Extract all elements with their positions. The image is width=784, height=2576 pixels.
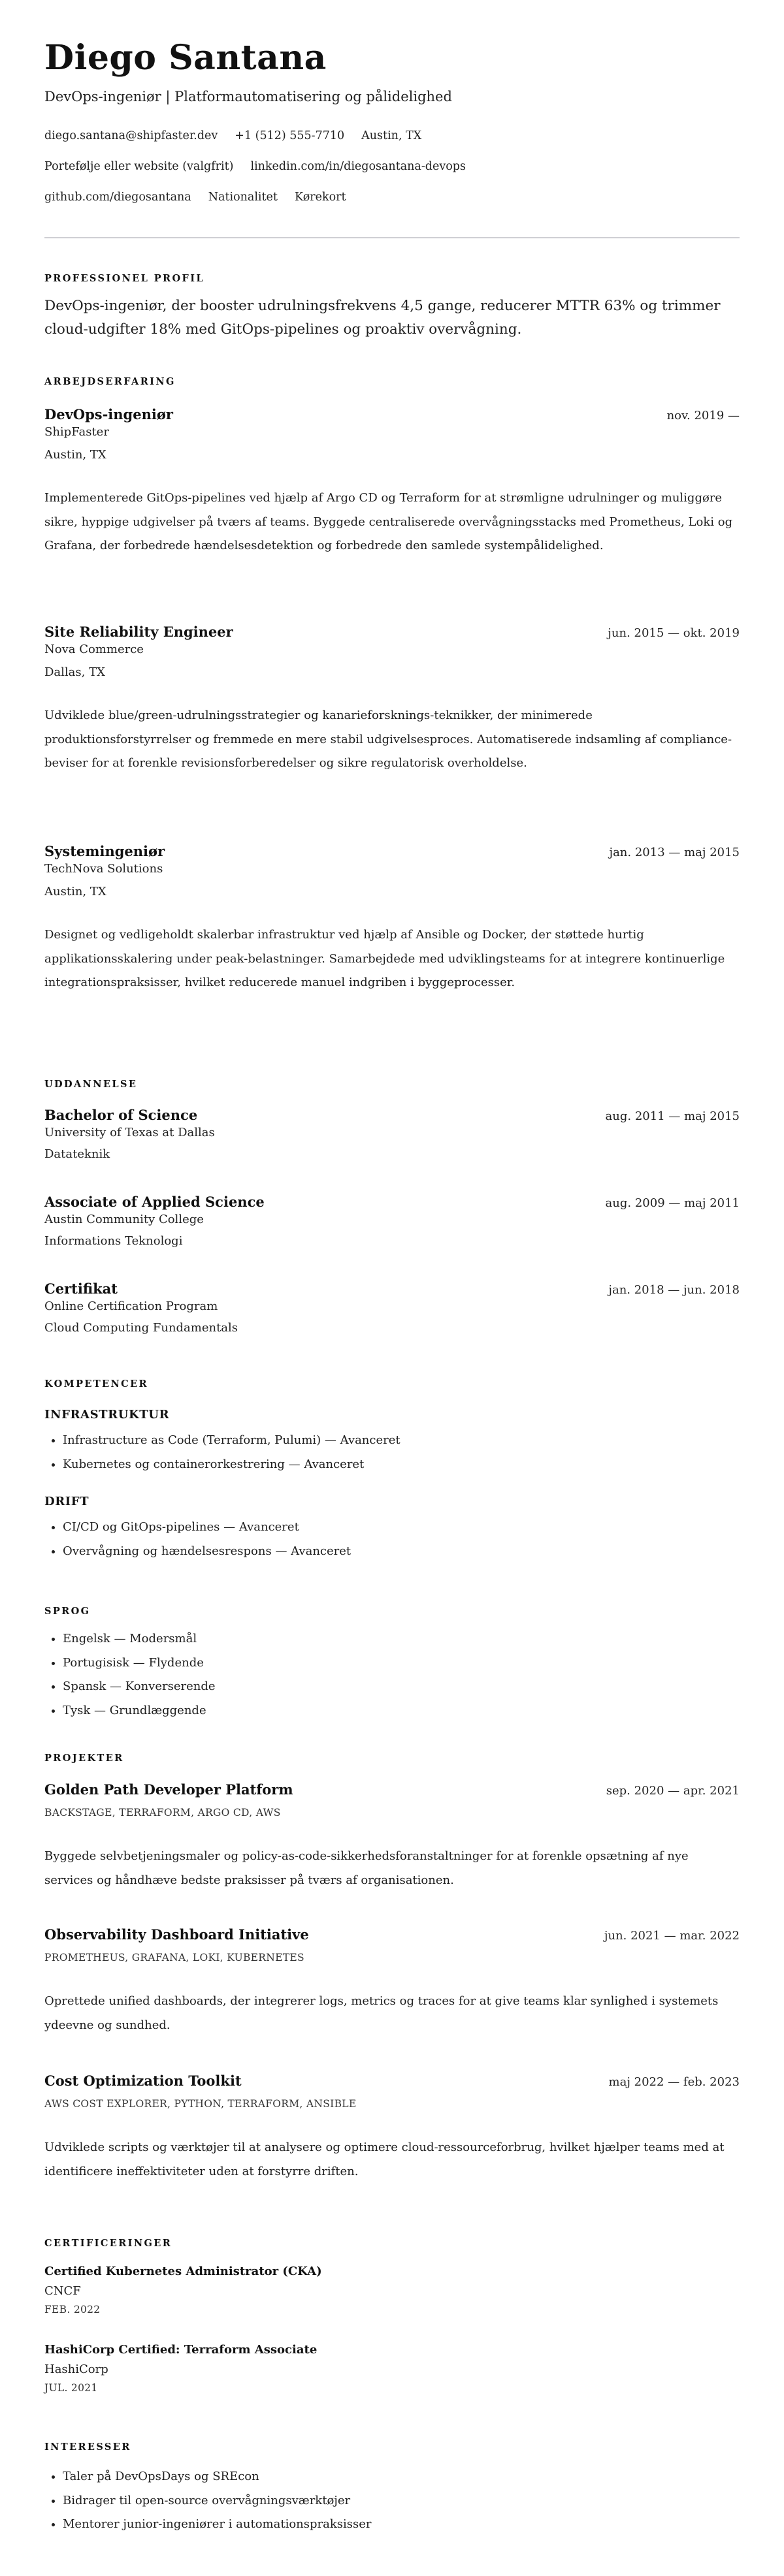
project-description: Udviklede scripts og værktøjer til at analysere og optimere cloud-ressourceforbrug, hvilket hjælper teams med at identificere ineffektiviteter uden at forstyrre driften. [44,2140,725,2178]
project-date: jun. 2021 — mar. 2022 [604,1929,740,1943]
degree-title: Certifikat [44,1280,118,1297]
school-name: University of Texas at Dallas [44,1126,215,1139]
contact-row-2 [44,160,483,173]
project-item [44,1781,740,1892]
interest-item: • Mentorer junior-ingeniører i automationspraksisser [63,2513,372,2537]
skill-item: • Kubernetes og containerorkestrering — Avanceret [63,1453,400,1477]
job-company: TechNova Solutions [44,862,163,876]
skill-group-heading: DRIFT [44,1495,90,1508]
certification-item [44,2343,317,2394]
job-title: DevOps-ingeniør [44,406,173,422]
field-of-study: Datateknik [44,1147,110,1161]
contact-row-1 [44,129,438,142]
experience-item [44,624,740,776]
job-description: Implementerede GitOps-pipelines ved hjælp af Argo CD og Terraform for at strømligne udrulninger og muliggøre sikre, hyppige udgivelser på tværs af teams. Byggede centraliserede overvågningsstacks med Prometheus, Loki og Grafana, der forbedrede hændelsesdetektion og forbedrede den samlede systempålidelighed. [44,491,733,552]
language-item: • Portugisisk — Flydende [63,1651,216,1676]
education-item [44,1194,740,1248]
job-date: nov. 2019 — [666,409,740,422]
project-date: maj 2022 — feb. 2023 [608,2075,740,2089]
section-heading-languages: SPROG [44,1606,91,1617]
drivers-license-text: Kørekort [294,191,346,204]
education-date: jan. 2018 — jun. 2018 [608,1283,740,1297]
skill-group-heading: INFRASTRUKTUR [44,1408,170,1422]
certification-title: HashiCorp Certified: Terraform Associate [44,2343,318,2357]
job-company: Nova Commerce [44,643,144,656]
certification-issuer: CNCF [44,2284,81,2298]
education-date: aug. 2011 — maj 2015 [605,1109,740,1123]
education-date: aug. 2009 — maj 2011 [605,1196,740,1210]
job-title: Site Reliability Engineer [44,624,233,640]
job-location: Austin, TX [44,885,106,898]
interest-list [44,2465,372,2537]
email-link[interactable]: diego.santana@shipfaster.dev [44,129,218,142]
project-title: Golden Path Developer Platform [44,1781,293,1798]
job-description: Udviklede blue/green-udrulningsstrategier og kanarieforsknings-teknikker, der minimerede produktionsforstyrrelser og fremmede en mere stabil udgivelsesproces. Automatiserede indsamling af compliance-beviser for at forenkle revisionsforberedelser og sikre regulatorisk overholdelse. [44,708,732,770]
section-heading-experience: ARBEJDSERFARING [44,376,176,387]
skill-list [44,1516,351,1563]
section-heading-education: UDDANNELSE [44,1079,138,1090]
linkedin-link[interactable]: linkedin.com/in/diegosantana-devops [250,160,466,173]
project-tags: AWS COST EXPLORER, PYTHON, TERRAFORM, ANSIBLE [44,2098,357,2110]
certification-item [44,2265,322,2315]
field-of-study: Cloud Computing Fundamentals [44,1321,238,1335]
experience-item [44,406,740,558]
section-heading-certifications: CERTIFICERINGER [44,2238,172,2249]
school-name: Online Certification Program [44,1299,218,1313]
project-description: Byggede selvbetjeningsmaler og policy-as-code-sikkerhedsforanstaltninger for at forenkle opsætning af nye services og håndhæve bedste praksisser på tværs af organisationen. [44,1849,689,1887]
job-date: jun. 2015 — okt. 2019 [608,626,740,640]
portfolio-link[interactable]: Portefølje eller website (valgfrit) [44,160,234,173]
language-list [44,1627,216,1723]
section-heading-interests: INTERESSER [44,2441,131,2453]
certification-date: FEB. 2022 [44,2304,101,2315]
project-item [44,1926,740,2037]
phone-link[interactable]: +1 (512) 555-7710 [235,129,345,142]
project-description: Oprettede unified dashboards, der integrerer logs, metrics og traces for at give teams klar synlighed i systemets ydeevne og sundhed. [44,1994,719,2032]
certification-date: JUL. 2021 [44,2382,98,2394]
skill-item: • Overvågning og hændelsesrespons — Avanceret [63,1540,351,1564]
project-tags: BACKSTAGE, TERRAFORM, ARGO CD, AWS [44,1807,281,1819]
nationality-text: Nationalitet [208,191,278,204]
project-title: Cost Optimization Toolkit [44,2073,242,2089]
certification-issuer: HashiCorp [44,2362,108,2376]
section-heading-projects: PROJEKTER [44,1753,124,1764]
section-heading-skills: KOMPETENCER [44,1378,148,1390]
headline: DevOps-ingeniør | Platformautomatisering og pålidelighed [44,89,452,104]
candidate-name: Diego Santana [44,38,327,78]
project-title: Observability Dashboard Initiative [44,1926,309,1943]
section-heading-profile: PROFESSIONEL PROFIL [44,273,204,284]
job-location: Dallas, TX [44,665,105,679]
language-item: • Spansk — Konverserende [63,1675,216,1699]
skill-item: • CI/CD og GitOps-pipelines — Avanceret [63,1516,351,1540]
location-text: Austin, TX [361,129,422,142]
certification-title: Certified Kubernetes Administrator (CKA) [44,2265,322,2278]
interest-item: • Bidrager til open-source overvågningsværktøjer [63,2489,372,2513]
contact-row-3 [44,191,363,204]
job-date: jan. 2013 — maj 2015 [609,846,740,859]
project-item [44,2073,740,2184]
skill-list [44,1429,400,1476]
interest-item: • Taler på DevOpsDays og SREcon [63,2465,372,2489]
experience-item [44,843,740,995]
project-date: sep. 2020 — apr. 2021 [606,1784,740,1798]
skill-item: • Infrastructure as Code (Terraform, Pulumi) — Avanceret [63,1429,400,1453]
education-item [44,1280,740,1335]
job-company: ShipFaster [44,425,109,439]
job-location: Austin, TX [44,448,106,462]
job-title: Systemingeniør [44,843,165,859]
github-link[interactable]: github.com/diegosantana [44,191,191,204]
degree-title: Associate of Applied Science [44,1194,265,1210]
field-of-study: Informations Teknologi [44,1234,183,1248]
education-item [44,1107,740,1161]
job-description: Designet og vedligeholdt skalerbar infrastruktur ved hjælp af Ansible og Docker, der støttede hurtig applikationsskalering under peak-belastninger. Samarbejdede med udviklingsteams for at integrere kontinuerlige integrationspraksisser, hvilket reducerede manuel indgriben i byggeprocesser. [44,928,725,989]
language-item: • Engelsk — Modersmål [63,1627,216,1651]
school-name: Austin Community College [44,1213,204,1226]
project-tags: PROMETHEUS, GRAFANA, LOKI, KUBERNETES [44,1952,304,1964]
degree-title: Bachelor of Science [44,1107,198,1123]
header-divider [44,237,740,238]
language-item: • Tysk — Grundlæggende [63,1699,216,1723]
profile-summary: DevOps-ingeniør, der booster udrulningsfrekvens 4,5 gange, reducerer MTTR 63% og trimmer cloud-udgifter 18% med GitOps-pipelines og proaktiv overvågning. [44,298,721,338]
